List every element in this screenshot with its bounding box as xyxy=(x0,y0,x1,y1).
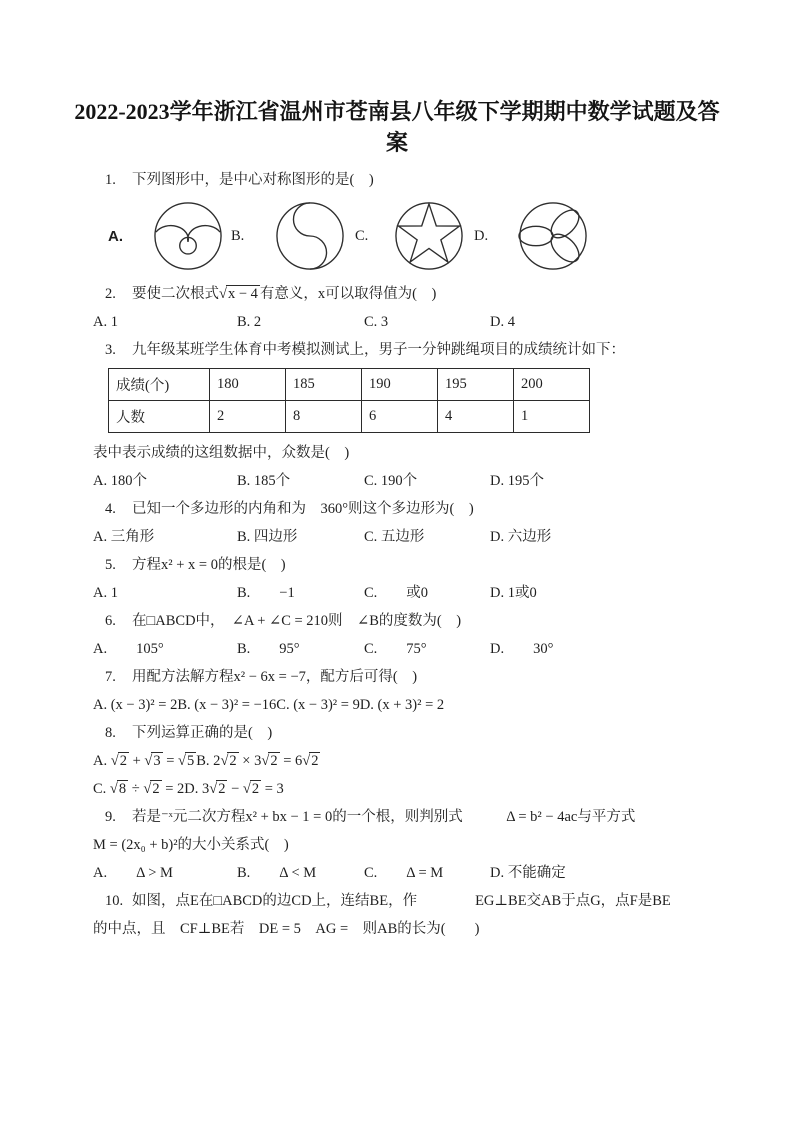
question-5-number: 5. xyxy=(105,557,116,573)
q4-option-c: C. 五边形 xyxy=(364,529,425,545)
question-1-text: 下列图形中，是中心对称图形的是( ) xyxy=(132,172,374,188)
sqrt-expression xyxy=(209,780,227,797)
question-2-number: 2. xyxy=(105,286,116,302)
question-8-options-line1 xyxy=(93,751,716,771)
question-2 xyxy=(93,284,716,304)
sqrt-expression xyxy=(261,752,279,769)
radicand: x − 4 xyxy=(227,286,258,302)
radical-sign: √ xyxy=(178,753,186,769)
question-7-number: 7. xyxy=(105,669,116,685)
figure-label-c: C. xyxy=(355,227,369,244)
q5-option-d: D. 1或0 xyxy=(490,585,537,601)
q3-option-c: C. 190个 xyxy=(364,473,418,489)
radicand: 3 xyxy=(153,753,161,769)
figure-a-heart-circle-icon xyxy=(153,201,223,271)
question-9-options xyxy=(93,863,716,883)
math-text: × 3 xyxy=(238,753,262,769)
sqrt-expression xyxy=(110,780,128,797)
q6-option-d: D. 30° xyxy=(490,641,554,657)
question-3-options xyxy=(93,471,716,491)
question-4 xyxy=(93,499,716,519)
count-cell: 2 xyxy=(210,401,286,433)
question-1-figures xyxy=(93,198,716,274)
question-4-number: 4. xyxy=(105,501,116,517)
question-7 xyxy=(93,667,716,687)
question-9-text-line1: 若是⁻ˣ元二次方程x² + bx − 1 = 0的一个根，则判别式 Δ = b² − 4ac与平方式 xyxy=(132,809,636,825)
title-line2: 案 xyxy=(385,130,408,155)
question-3-text: 九年级某班学生体育中考模拟测试上，男子一分钟跳绳项目的成绩统计如下： xyxy=(132,342,625,358)
math-text: 有意义，x可以取得值为( ) xyxy=(259,286,437,302)
math-text: ÷ xyxy=(128,781,144,797)
figure-label-a: A. xyxy=(108,227,123,245)
radical-sign: √ xyxy=(109,781,117,797)
radical-sign: √ xyxy=(209,781,217,797)
q2-option-b: B. 2 xyxy=(237,314,262,330)
math-text: A. xyxy=(93,753,111,769)
q3-option-b: B. 185个 xyxy=(237,473,291,489)
question-2-text xyxy=(132,285,436,302)
math-text: B. 2 xyxy=(196,753,221,769)
sqrt-expression xyxy=(178,752,196,769)
q4-option-a: A. 三角形 xyxy=(93,529,155,545)
math-text: = 6 xyxy=(279,753,303,769)
question-5-options xyxy=(93,583,716,603)
question-10-text-line2: 的中点，且 CF⊥BE若 DE = 5 AG = 则AB的长为( ) xyxy=(93,921,480,937)
math-text: = xyxy=(162,753,179,769)
q9-option-c: C. Δ = M xyxy=(364,865,444,881)
question-5-text: 方程x² + x = 0的根是( ) xyxy=(132,557,286,573)
math-text: = 2 xyxy=(161,781,185,797)
q2-option-a: A. 1 xyxy=(93,314,118,330)
score-header-cell: 成绩(个) xyxy=(109,369,210,401)
radicand: 2 xyxy=(270,753,278,769)
q2-option-d: D. 4 xyxy=(490,314,515,330)
radical-sign: √ xyxy=(302,753,310,769)
question-8-text: 下列运算正确的是( ) xyxy=(132,725,273,741)
question-8-options-line2 xyxy=(93,779,716,799)
sqrt-expression xyxy=(220,752,238,769)
math-text: − xyxy=(227,781,243,797)
sqrt-expression xyxy=(219,285,260,302)
radical-sign: √ xyxy=(144,753,152,769)
score-cell: 190 xyxy=(362,369,438,401)
q5-option-c: C. 或0 xyxy=(364,585,429,601)
score-cell: 180 xyxy=(210,369,286,401)
score-cell: 185 xyxy=(286,369,362,401)
question-3-number: 3. xyxy=(105,342,116,358)
question-10-text-line1: 如图，点E在□ABCD的边CD上，连结BE，作 EG⊥BE交AB于点G，点F是BE xyxy=(132,893,671,909)
question-4-text: 已知一个多边形的内角和为 360°则这个多边形为( ) xyxy=(132,501,474,517)
figure-b-yin-yang-icon xyxy=(275,201,345,271)
question-9-number: 9. xyxy=(105,809,116,825)
score-table-row-counts xyxy=(109,401,590,433)
question-10-number: 10. xyxy=(105,893,124,909)
title-line1: 2022-2023学年浙江省温州市苍南县八年级下学期期中数学试题及答 xyxy=(74,99,720,124)
q5-option-b: B. −1 xyxy=(237,585,295,601)
score-cell: 195 xyxy=(438,369,514,401)
question-5 xyxy=(93,555,716,575)
radicand: 2 xyxy=(311,753,319,769)
question-6-number: 6. xyxy=(105,613,116,629)
figure-c-star-icon xyxy=(394,201,464,271)
question-1-number: 1. xyxy=(105,172,116,188)
q6-option-a: A. 105° xyxy=(93,641,164,657)
q9-option-b: B. Δ < M xyxy=(237,865,317,881)
sqrt-expression xyxy=(243,780,261,797)
score-table-row-scores xyxy=(109,369,590,401)
radicand: 2 xyxy=(119,753,127,769)
radical-sign: √ xyxy=(219,286,226,302)
radical-sign: √ xyxy=(261,753,269,769)
page-title xyxy=(0,96,794,158)
figure-label-b: B. xyxy=(231,227,245,244)
q4-option-d: D. 六边形 xyxy=(490,529,552,545)
question-9 xyxy=(93,807,716,827)
figure-d-trefoil-icon xyxy=(518,201,588,271)
question-1 xyxy=(93,170,716,190)
sqrt-expression xyxy=(111,752,129,769)
q5-option-a: A. 1 xyxy=(93,585,118,601)
math-text: + xyxy=(128,753,145,769)
count-header-cell: 人数 xyxy=(109,401,210,433)
sqrt-expression xyxy=(143,780,161,797)
question-6-text: 在□ABCD中， ∠A + ∠C = 210则 ∠B的度数为( ) xyxy=(132,613,462,629)
q6-option-c: C. 75° xyxy=(364,641,427,657)
count-cell: 6 xyxy=(362,401,438,433)
sqrt-expression xyxy=(144,752,162,769)
radical-sign: √ xyxy=(110,753,118,769)
question-7-options-line: A. (x − 3)² = 2B. (x − 3)² = −16C. (x − 3)² = 9D. (x + 3)² = 2 xyxy=(93,697,445,713)
math-text: 要使二次根式 xyxy=(132,286,219,302)
math-text: C. xyxy=(93,781,110,797)
q3-option-d: D. 195个 xyxy=(490,473,544,489)
radicand: 2 xyxy=(229,753,237,769)
question-6 xyxy=(93,611,716,631)
math-text: D. 3 xyxy=(184,781,210,797)
radical-sign: √ xyxy=(242,781,250,797)
question-4-options xyxy=(93,527,716,547)
radical-sign: √ xyxy=(143,781,151,797)
figure-label-d: D. xyxy=(474,227,489,244)
question-9-text-line2: M = (2x₀ + b)²的大小关系式( ) xyxy=(93,837,289,853)
count-cell: 4 xyxy=(438,401,514,433)
question-8 xyxy=(93,723,716,743)
radicand: 5 xyxy=(187,753,195,769)
score-cell: 200 xyxy=(514,369,590,401)
question-3 xyxy=(93,340,716,360)
q4-option-b: B. 四边形 xyxy=(237,529,298,545)
radical-sign: √ xyxy=(220,753,228,769)
question-10 xyxy=(93,891,716,911)
question-6-options xyxy=(93,639,716,659)
question-8-number: 8. xyxy=(105,725,116,741)
score-table xyxy=(108,368,590,433)
q2-option-c: C. 3 xyxy=(364,314,389,330)
q3-option-a: A. 180个 xyxy=(93,473,147,489)
count-cell: 1 xyxy=(514,401,590,433)
count-cell: 8 xyxy=(286,401,362,433)
question-7-text: 用配方法解方程x² − 6x = −7，配方后可得( ) xyxy=(132,669,418,685)
radicand: 8 xyxy=(118,781,127,797)
radicand: 2 xyxy=(152,781,160,797)
math-text: = 3 xyxy=(261,781,284,797)
radicand: 2 xyxy=(251,781,260,797)
sqrt-expression xyxy=(302,752,320,769)
question-3-note: 表中表示成绩的这组数据中，众数是( ) xyxy=(93,445,350,461)
question-2-options xyxy=(93,312,716,332)
q6-option-b: B. 95° xyxy=(237,641,300,657)
q9-option-a: A. Δ > M xyxy=(93,865,173,881)
radicand: 2 xyxy=(218,781,226,797)
q9-option-d: D. 不能确定 xyxy=(490,865,566,881)
